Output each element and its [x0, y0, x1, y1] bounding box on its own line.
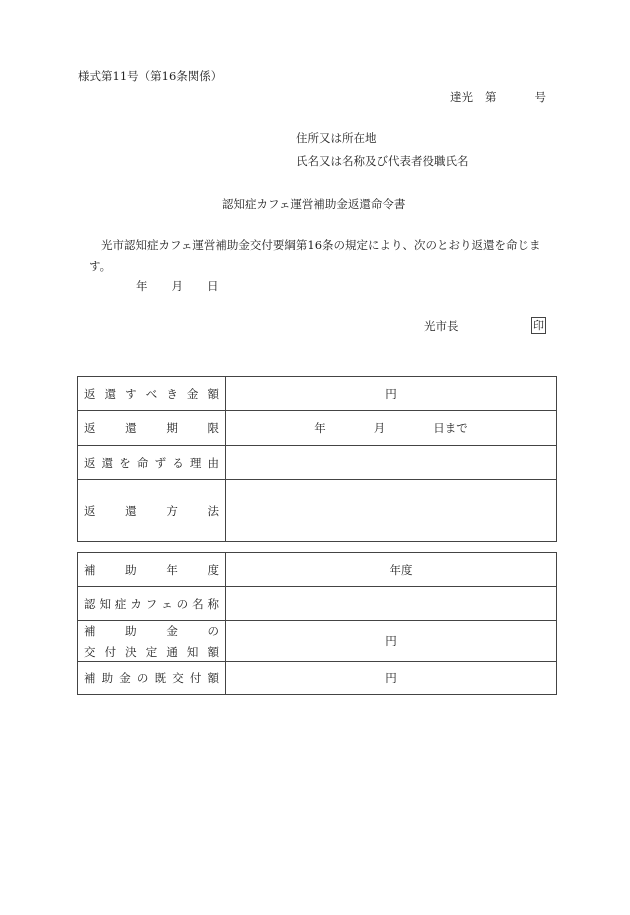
- label-char: 命: [136, 455, 149, 470]
- label-char: 金: [166, 623, 178, 638]
- reference-number: [450, 92, 546, 104]
- label-char: べ: [145, 386, 158, 401]
- date-month: 月: [171, 279, 183, 293]
- label-char: 通: [166, 644, 178, 659]
- deadline-year: 年: [314, 421, 326, 435]
- label-char: 定: [145, 644, 158, 659]
- label-char: 返: [84, 503, 96, 518]
- body-line-2: す。: [89, 259, 112, 273]
- amount-value: [226, 377, 557, 411]
- label-char: 由: [207, 455, 219, 470]
- table-row: [78, 480, 557, 542]
- return-details-table: [77, 376, 557, 542]
- mayor-title: 光市長: [424, 319, 459, 333]
- label-char: き: [166, 386, 178, 401]
- subsidy-details-table: [77, 552, 557, 695]
- label-char: 限: [207, 421, 219, 435]
- label-char: 還: [104, 386, 117, 401]
- table-row: [78, 446, 557, 480]
- reason-value: [226, 446, 557, 480]
- label-char: 称: [207, 596, 219, 611]
- table-row: [78, 587, 557, 621]
- paid-amount-value: [226, 662, 557, 695]
- table-row: [78, 662, 557, 695]
- label-char: ず: [154, 455, 167, 470]
- table-row: [78, 411, 557, 446]
- method-label: [78, 480, 226, 542]
- subsidy-year-unit: 年度: [389, 562, 413, 577]
- label-char: 補: [84, 671, 96, 685]
- label-char: 決: [125, 644, 137, 659]
- deadline-label: [78, 411, 226, 446]
- addressee-name: 氏名又は名称及び代表者役職氏名: [296, 154, 469, 168]
- label-char: カ: [130, 596, 142, 611]
- label-char: 期: [166, 421, 178, 435]
- table-row: [78, 377, 557, 411]
- label-char: 返: [84, 421, 96, 435]
- label-char: 知: [99, 596, 111, 611]
- label-char: 認: [84, 596, 96, 611]
- amount-unit: 円: [385, 386, 397, 401]
- amount-label: [78, 377, 226, 411]
- label-char: 助: [101, 671, 114, 685]
- cafe-name-value: [226, 587, 557, 621]
- reason-label: [78, 446, 226, 480]
- method-value: [226, 480, 557, 542]
- label-char: 知: [186, 644, 199, 659]
- subsidy-year-value: [226, 553, 557, 587]
- label-char: 還: [101, 455, 114, 470]
- paid-amount-unit: 円: [385, 671, 397, 685]
- label-char: 補: [84, 623, 96, 638]
- paid-amount-label: [78, 662, 226, 695]
- label-char: 金: [186, 386, 199, 401]
- label-char: 金: [119, 671, 131, 685]
- cafe-name-label: [78, 587, 226, 621]
- label-char: 交: [172, 671, 184, 685]
- document-title: 認知症カフェ運営補助金返還命令書: [222, 197, 406, 211]
- subsidy-year-label: [78, 553, 226, 587]
- label-char: ェ: [161, 596, 173, 611]
- label-char: 助: [125, 623, 137, 638]
- table-row: [78, 553, 557, 587]
- label-char: 度: [207, 562, 219, 577]
- label-char: の: [136, 671, 149, 685]
- label-char: 既: [154, 671, 167, 685]
- ref-go: 号: [534, 90, 546, 104]
- label-char: る: [172, 455, 184, 470]
- deadline-day: 日まで: [433, 421, 468, 435]
- seal-box: 印: [533, 319, 544, 332]
- deadline-month: 月: [373, 421, 386, 435]
- label-char: 額: [207, 386, 219, 401]
- label-char: の: [207, 623, 219, 638]
- label-char: 返: [84, 455, 96, 470]
- deadline-value: [226, 411, 557, 446]
- issue-date: [136, 281, 219, 293]
- label-char: す: [125, 386, 137, 401]
- form-number: 様式第11号（第16条関係）: [78, 69, 223, 83]
- label-char: 年: [166, 562, 178, 577]
- label-char: 症: [114, 596, 127, 611]
- label-char: 助: [125, 562, 137, 577]
- date-day: 日: [207, 279, 219, 293]
- label-char: 額: [207, 671, 219, 685]
- table-row: [78, 621, 557, 662]
- body-line-1: 光市認知症カフェ運営補助金交付要綱第16条の規定により、次のとおり返還を命じま: [101, 238, 541, 252]
- label-char: 額: [207, 644, 219, 659]
- label-char: フ: [145, 596, 158, 611]
- notice-amount-unit: 円: [385, 634, 397, 648]
- label-char: を: [119, 455, 131, 470]
- label-char: 交: [84, 644, 96, 659]
- label-char: 法: [207, 503, 219, 518]
- label-char: 方: [166, 503, 178, 518]
- notice-amount-value: [226, 621, 557, 662]
- label-char: 還: [125, 503, 137, 518]
- label-char: 名: [192, 596, 204, 611]
- ref-dai: 第: [485, 90, 497, 104]
- date-year: 年: [136, 279, 148, 293]
- label-char: 付: [104, 644, 117, 659]
- label-char: 補: [84, 562, 96, 577]
- label-char: 付: [189, 671, 202, 685]
- addressee-address: 住所又は所在地: [296, 131, 377, 145]
- label-char: 理: [189, 455, 202, 470]
- label-char: 還: [125, 421, 137, 435]
- label-char: の: [176, 596, 189, 611]
- label-char: 返: [84, 386, 96, 401]
- ref-prefix: 達光: [450, 90, 473, 104]
- notice-amount-label: [78, 621, 226, 662]
